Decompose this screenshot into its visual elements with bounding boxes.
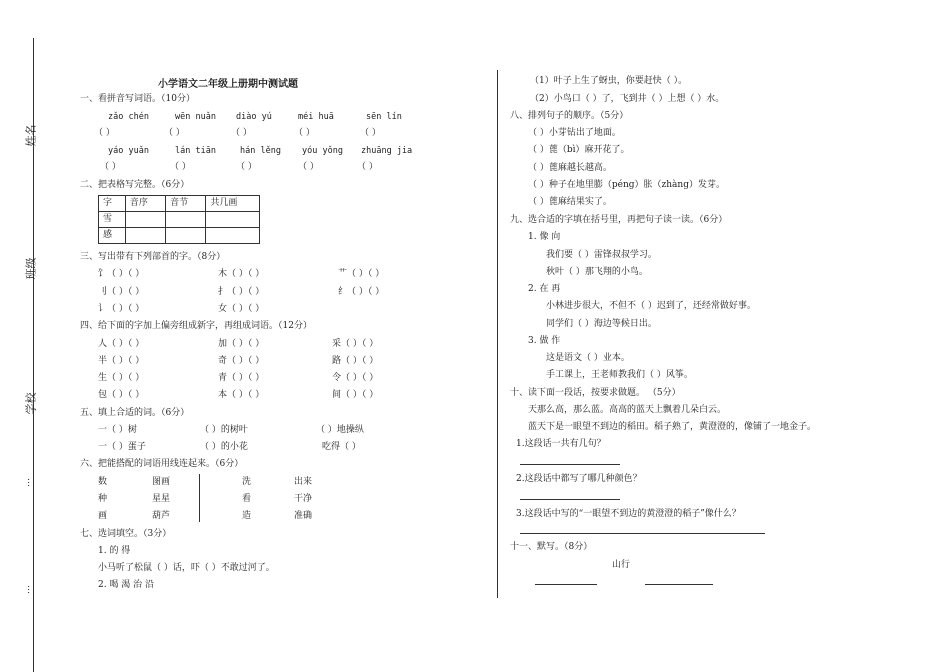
- fill-item[interactable]: 一（ ）蛋子: [98, 442, 146, 452]
- pinyin-3: diào yú: [236, 112, 272, 122]
- table-cell[interactable]: [206, 228, 260, 244]
- fill-sentence[interactable]: 同学们（ ）海边等候日出。: [546, 319, 657, 329]
- pinyin-5: sēn lín: [366, 112, 402, 122]
- answer-line[interactable]: [520, 464, 620, 465]
- class-label: 班级: [24, 257, 38, 280]
- column-divider: [497, 70, 498, 598]
- poem-title: 山行: [612, 560, 631, 570]
- radical-item[interactable]: 纟（ ）（ ）: [338, 287, 385, 297]
- matching-divider: [199, 474, 200, 522]
- fill-item[interactable]: 吃得（ ）: [322, 442, 361, 452]
- component-item[interactable]: 间（ ）（ ）: [332, 390, 379, 400]
- answer-paren[interactable]: （ ）: [94, 128, 115, 138]
- radical-item[interactable]: 讠（ ）（ ）: [98, 304, 145, 314]
- table-header: 音节: [166, 196, 206, 212]
- table-cell[interactable]: [125, 212, 165, 228]
- reading-passage: 蓝天下是一眼望不到边的稻田。稻子熟了，黄澄澄的，像铺了一地金子。: [528, 422, 817, 432]
- fill-item[interactable]: （ ）的树叶: [200, 425, 248, 435]
- fill-sentence[interactable]: （2）小鸟口（ ）了，飞到井（ ）上想（ ）水。: [530, 94, 725, 104]
- match-word[interactable]: 出来: [294, 477, 313, 487]
- match-word[interactable]: 干净: [294, 494, 313, 504]
- match-word[interactable]: 画: [98, 511, 108, 521]
- s5-heading: 五、填上合适的词。（6分）: [80, 408, 190, 418]
- component-item[interactable]: 本（ ）（ ）: [218, 390, 265, 400]
- table-header: 音序: [125, 196, 165, 212]
- s11-heading: 十一、默写。（8分）: [510, 542, 593, 552]
- table-cell[interactable]: [125, 228, 165, 244]
- pinyin-6: yáo yuǎn: [108, 146, 149, 156]
- s1-heading: 一、看拼音写词语。（10分）: [80, 94, 195, 104]
- name-label: 姓名: [24, 124, 38, 147]
- table-row-char: 雪: [99, 212, 126, 228]
- reading-question: 3.这段话中写的“一眼望不到边的黄澄澄的稻子”像什么？: [516, 509, 741, 519]
- char-table: [98, 195, 260, 244]
- radical-item[interactable]: 刂（ ）（ ）: [98, 287, 145, 297]
- component-item[interactable]: 加（ ）（ ）: [218, 339, 265, 349]
- match-word[interactable]: 星星: [152, 494, 171, 504]
- s3-heading: 三、写出带有下列部首的字。（8分）: [80, 252, 226, 262]
- match-word[interactable]: 造: [242, 511, 252, 521]
- radical-item[interactable]: 女（ ）（ ）: [218, 304, 265, 314]
- component-item[interactable]: 包（ ）（ ）: [98, 390, 145, 400]
- answer-paren[interactable]: （ ）: [357, 162, 378, 172]
- answer-paren[interactable]: （ ）: [164, 128, 185, 138]
- table-row-char: 感: [99, 228, 126, 244]
- answer-line[interactable]: [535, 584, 597, 585]
- table-header: 共几画: [206, 196, 260, 212]
- page-title: 小学语文二年级上册期中测试题: [158, 79, 298, 90]
- component-item[interactable]: 令（ ）（ ）: [332, 373, 379, 383]
- pinyin-1: zǎo chén: [108, 112, 149, 122]
- fill-item[interactable]: （ ）地操纵: [316, 425, 364, 435]
- order-item[interactable]: （ ）蓖麻结果实了。: [528, 197, 612, 207]
- s7-heading: 七、选词填空。（3分）: [80, 529, 172, 539]
- table-cell[interactable]: [166, 228, 206, 244]
- answer-paren[interactable]: （ ）: [100, 162, 121, 172]
- component-item[interactable]: 半（ ）（ ）: [98, 356, 145, 366]
- fill-sentence[interactable]: 秋叶（ ）那飞翔的小鸟。: [546, 267, 648, 277]
- fill-sentence[interactable]: 小马听了松鼠（ ）话，吓（ ）不敢过河了。: [98, 563, 275, 573]
- match-word[interactable]: 洗: [242, 477, 252, 487]
- match-word[interactable]: 种: [98, 494, 108, 504]
- radical-item[interactable]: 饣（ ）（ ）: [98, 269, 145, 279]
- fill-item[interactable]: （ ）的小花: [200, 442, 248, 452]
- s8-heading: 八、排列句子的顺序。（5分）: [510, 111, 629, 121]
- answer-paren[interactable]: （ ）: [231, 128, 252, 138]
- s2-heading: 二、把表格写完整。（6分）: [80, 180, 190, 190]
- component-item[interactable]: 采（ ）（ ）: [332, 339, 379, 349]
- binding-dots-bottom: …: [25, 585, 35, 594]
- radical-item[interactable]: 木（ ）（ ）: [218, 269, 265, 279]
- answer-line[interactable]: [520, 533, 765, 534]
- radical-item[interactable]: 艹（ ）（ ）: [338, 269, 385, 279]
- answer-paren[interactable]: （ ）: [170, 162, 191, 172]
- table-cell[interactable]: [166, 212, 206, 228]
- component-item[interactable]: 路（ ）（ ）: [332, 356, 379, 366]
- radical-item[interactable]: 扌（ ）（ ）: [218, 287, 265, 297]
- reading-question: 2.这段话中都写了哪几种颜色？: [516, 474, 642, 484]
- answer-line[interactable]: [520, 499, 620, 500]
- word-options: 2. 在 再: [528, 284, 561, 294]
- pinyin-4: méi huā: [298, 112, 334, 122]
- s9-heading: 九、选合适的字填在括号里，再把句子读一读。（6分）: [510, 215, 728, 225]
- s10-heading: 十、读下面一段话，按要求做题。 （5分）: [510, 388, 681, 398]
- fill-item[interactable]: 一（ ）树: [98, 425, 137, 435]
- component-item[interactable]: 生（ ）（ ）: [98, 373, 145, 383]
- answer-paren[interactable]: （ ）: [360, 128, 381, 138]
- fill-sentence[interactable]: 我们要（ ）雷锋叔叔学习。: [546, 250, 657, 260]
- s4-heading: 四、给下面的字加上偏旁组成新字，再组成词语。（12分）: [80, 321, 312, 331]
- fill-sentence[interactable]: 这是语文（ ）业本。: [546, 353, 630, 363]
- answer-paren[interactable]: （ ）: [294, 128, 315, 138]
- match-word[interactable]: 数: [98, 477, 108, 487]
- pinyin-10: zhuāng jia: [361, 146, 413, 156]
- word-options: 2. 喝 渴 治 沿: [98, 580, 155, 590]
- table-cell[interactable]: [206, 212, 260, 228]
- order-item[interactable]: （ ）蓖麻越长越高。: [528, 163, 612, 173]
- school-label: 学校: [24, 392, 38, 415]
- answer-paren[interactable]: （ ）: [298, 162, 319, 172]
- binding-dots-top: …: [25, 478, 35, 487]
- component-item[interactable]: 人（ ）（ ）: [98, 339, 145, 349]
- pinyin-8: hán lěng: [240, 146, 281, 156]
- reading-question: 1.这段话一共有几句？: [516, 439, 606, 449]
- fill-sentence[interactable]: 手工课上，王老师教我们（ ）风筝。: [546, 370, 693, 380]
- component-item[interactable]: 青（ ）（ ）: [218, 373, 265, 383]
- word-options: 1. 的 得: [98, 546, 131, 556]
- pinyin-7: lán tiān: [175, 146, 216, 156]
- pinyin-2: wēn nuǎn: [175, 112, 216, 122]
- answer-line[interactable]: [645, 584, 713, 585]
- component-item[interactable]: 奇（ ）（ ）: [218, 356, 265, 366]
- match-word[interactable]: 葫芦: [152, 511, 171, 521]
- match-word[interactable]: 看: [242, 494, 252, 504]
- match-word[interactable]: 图画: [152, 477, 171, 487]
- match-word[interactable]: 准确: [294, 511, 313, 521]
- s6-heading: 六、把能搭配的词语用线连起来。（6分）: [80, 459, 244, 469]
- order-item[interactable]: （ ）种子在地里膨（péng）胀（zhàng）发芽。: [528, 180, 725, 190]
- word-options: 3. 做 作: [528, 336, 561, 346]
- reading-passage: 天那么高，那么蓝。高高的蓝天上飘着几朵白云。: [528, 405, 727, 415]
- fill-sentence[interactable]: （1）叶子上生了蚜虫，你要赶快（ ）。: [530, 76, 688, 86]
- table-header: 字: [99, 196, 126, 212]
- fill-sentence[interactable]: 小林进步很大，不但不（ ）迟到了，还经常做好事。: [546, 301, 756, 311]
- order-item[interactable]: （ ）蓖（bì）麻开花了。: [528, 145, 630, 155]
- answer-paren[interactable]: （ ）: [236, 162, 257, 172]
- order-item[interactable]: （ ）小芽钻出了地面。: [528, 128, 621, 138]
- word-options: 1. 像 向: [528, 232, 561, 242]
- pinyin-9: yóu yǒng: [302, 146, 343, 156]
